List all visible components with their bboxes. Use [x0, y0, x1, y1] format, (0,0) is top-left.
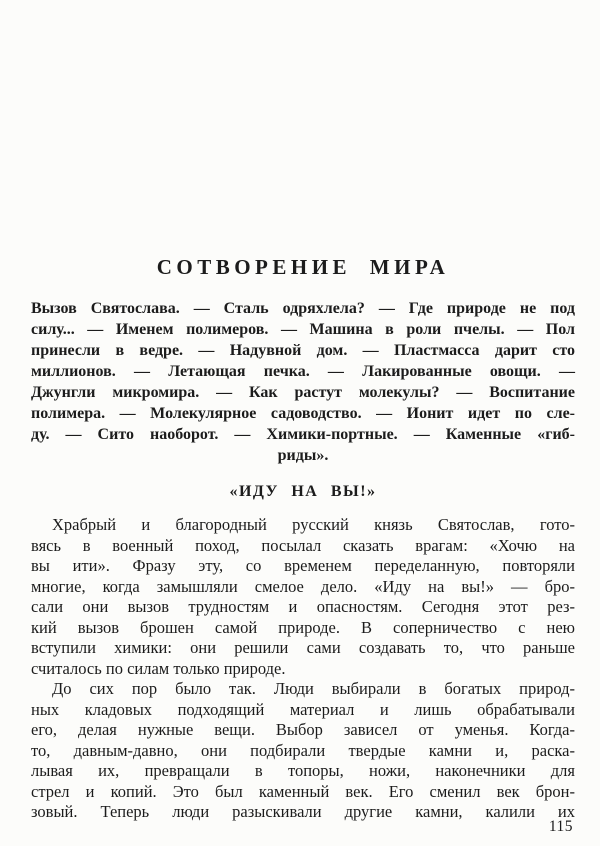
body-text [31, 515, 575, 823]
text-line: то, давным-давно, они подбирали твердые камни и, раска- [31, 740, 575, 760]
text-line: вступили химики: они решили сами создавать то, что раньше [31, 638, 575, 657]
text-line: силу... — Именем полимеров. — Машина в роли пчелы. — Пол [31, 321, 575, 338]
text-line: Вызов Святослава. — Сталь одряхлела? — Где природе не под [31, 300, 575, 317]
text-line: Джунгли микромира. — Как растут молекулы? — Воспитание [31, 384, 575, 401]
text-line: его, делая нужные вещи. Выбор зависел от уменья. Когда- [31, 720, 575, 739]
text-line: кий вызов брошен самой природе. В соперничество с нею [31, 617, 575, 637]
chapter-summary [31, 298, 575, 466]
text-line: ду. — Сито наоборот. — Химики-портные. — Каменные «гиб- [31, 426, 575, 443]
chapter-title: СОТВОРЕНИЕ МИРА [156, 255, 450, 279]
text-line: зовый. Теперь люди разыскивали другие камни, калили их [31, 802, 575, 821]
paragraph [31, 679, 575, 823]
text-line: сали они вызов трудностям и опасностям. Сегодня этот рез- [31, 597, 575, 616]
text-line: миллионов. — Летающая печка. — Лакированные овощи. — [31, 363, 575, 380]
text-line: вы ити». Фразу эту, со временем переделанную, повторяли [31, 556, 575, 575]
text-line: Храбрый и благородный русский князь Святослав, гото- [52, 515, 575, 534]
page-number: 115 [548, 818, 573, 835]
section-heading: «ИДУ НА ВЫ!» [229, 483, 377, 500]
text-line: лывая их, превращали в топоры, ножи, наконечники для [31, 761, 575, 780]
text-line: считалось по силам только природе. [31, 658, 286, 678]
text-line: вясь в военный поход, посылал сказать врагам: «Хочю на [31, 535, 575, 555]
text-line: стрел и копий. Это был каменный век. Его сменил век брон- [31, 781, 575, 801]
text-line: До сих пор было так. Люди выбирали в богатых природ- [52, 679, 575, 698]
text-line: многие, когда замышляли смелое дело. «Иду на вы!» — бро- [31, 576, 575, 596]
paragraph [31, 515, 575, 679]
text-line: полимера. — Молекулярное садоводство. — Ионит идет по сле- [31, 405, 575, 422]
text-line: принесли в ведре. — Надувной дом. — Пластмасса дарит сто [31, 342, 575, 359]
text-line: ных кладовых подходящий материал и лишь обрабатывали [31, 699, 575, 719]
text-line: риды». [277, 447, 329, 464]
